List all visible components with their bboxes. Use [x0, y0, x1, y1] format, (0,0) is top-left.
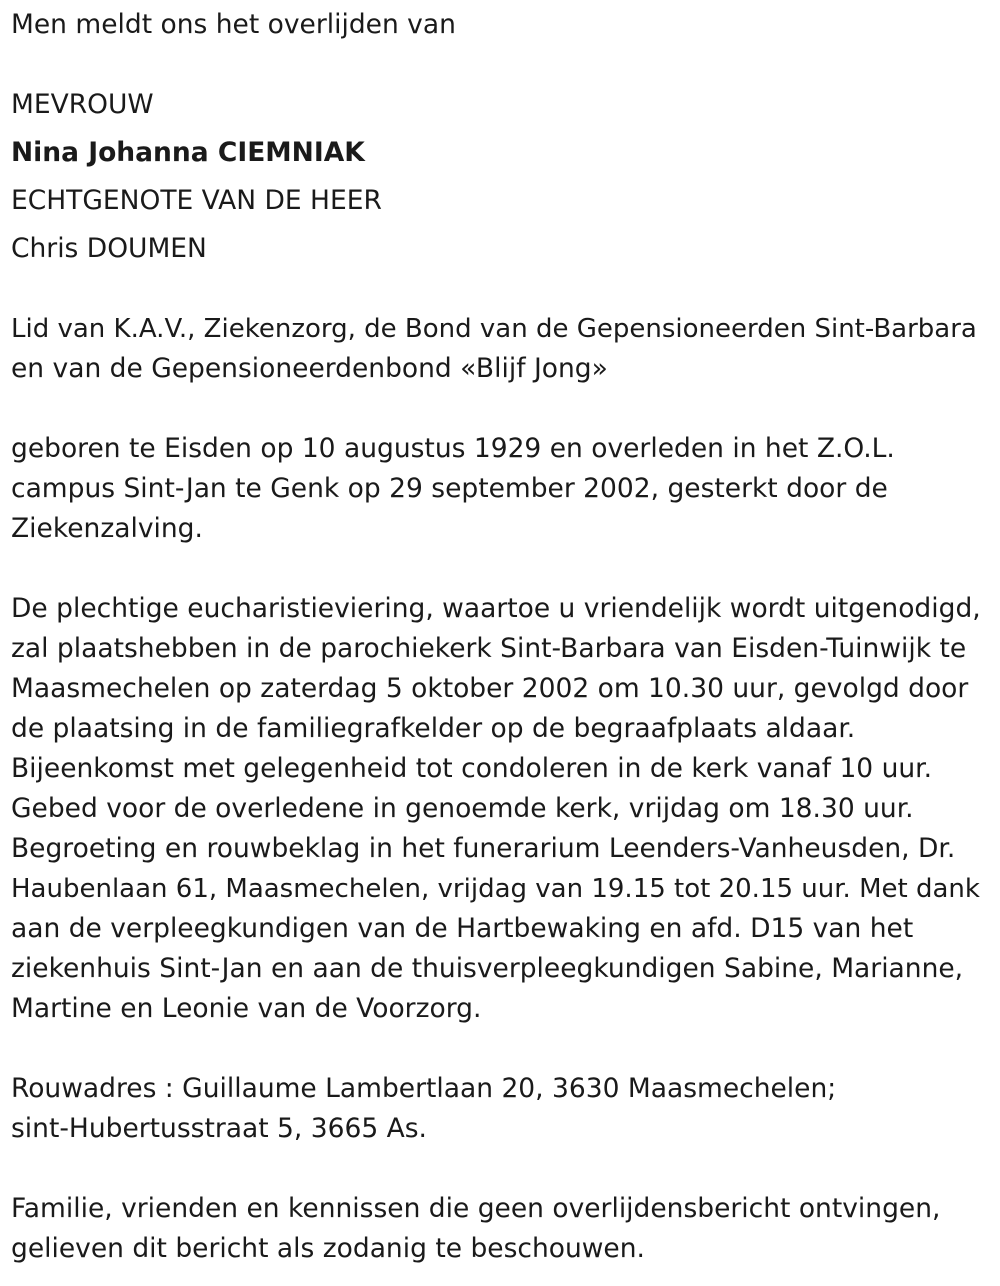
closing-line: gelieven dit bericht als zodanig te beschouwen. — [11, 1233, 645, 1264]
ceremony-line: Begroeting en rouwbeklag in het funerarium Leenders-Vanheusden, Dr. — [11, 833, 956, 864]
ceremony-line: zal plaatshebben in de parochiekerk Sint-Barbara van Eisden-Tuinwijk te — [11, 633, 967, 664]
spouse-name: Chris DOUMEN — [11, 233, 207, 264]
ceremony-line: Gebed voor de overledene in genoemde kerk, vrijdag om 18.30 uur. — [11, 793, 914, 824]
title-text: MEVROUW — [11, 89, 154, 120]
ceremony-line: de plaatsing in de familiegrafkelder op de begraafplaats aldaar. — [11, 713, 856, 744]
ceremony-line: De plechtige eucharistieviering, waartoe u vriendelijk wordt uitgenodigd, — [11, 593, 981, 624]
birth-death-line: campus Sint-Jan te Genk op 29 september 2002, gesterkt door de — [11, 473, 888, 504]
deceased-name: Nina Johanna CIEMNIAK — [11, 137, 365, 168]
birth-death-line: Ziekenzalving. — [11, 513, 203, 544]
address-line: Rouwadres : Guillaume Lambertlaan 20, 3630 Maasmechelen; — [11, 1073, 837, 1104]
spouse-label: ECHTGENOTE VAN DE HEER — [11, 185, 382, 216]
membership-line: Lid van K.A.V., Ziekenzorg, de Bond van de Gepensioneerden Sint-Barbara — [11, 314, 977, 344]
ceremony-line: Martine en Leonie van de Voorzorg. — [11, 993, 482, 1024]
intro-text: Men meldt ons het overlijden van — [11, 9, 456, 40]
birth-death-line: geboren te Eisden op 10 augustus 1929 en overleden in het Z.O.L. — [11, 433, 895, 464]
address-line: sint-Hubertusstraat 5, 3665 As. — [11, 1113, 427, 1144]
ceremony-line: Haubenlaan 61, Maasmechelen, vrijdag van 19.15 tot 20.15 uur. Met dank — [11, 874, 980, 904]
ceremony-line: ziekenhuis Sint-Jan en aan de thuisverpleegkundigen Sabine, Marianne, — [11, 953, 964, 984]
membership-line: en van de Gepensioneerdenbond «Blijf Jong» — [11, 353, 608, 384]
ceremony-line: Bijeenkomst met gelegenheid tot condoleren in de kerk vanaf 10 uur. — [11, 753, 933, 784]
ceremony-line: aan de verpleegkundigen van de Hartbewaking en afd. D15 van het — [11, 913, 914, 944]
ceremony-line: Maasmechelen op zaterdag 5 oktober 2002 om 10.30 uur, gevolgd door — [11, 673, 969, 704]
closing-line: Familie, vrienden en kennissen die geen overlijdensbericht ontvingen, — [11, 1193, 941, 1224]
